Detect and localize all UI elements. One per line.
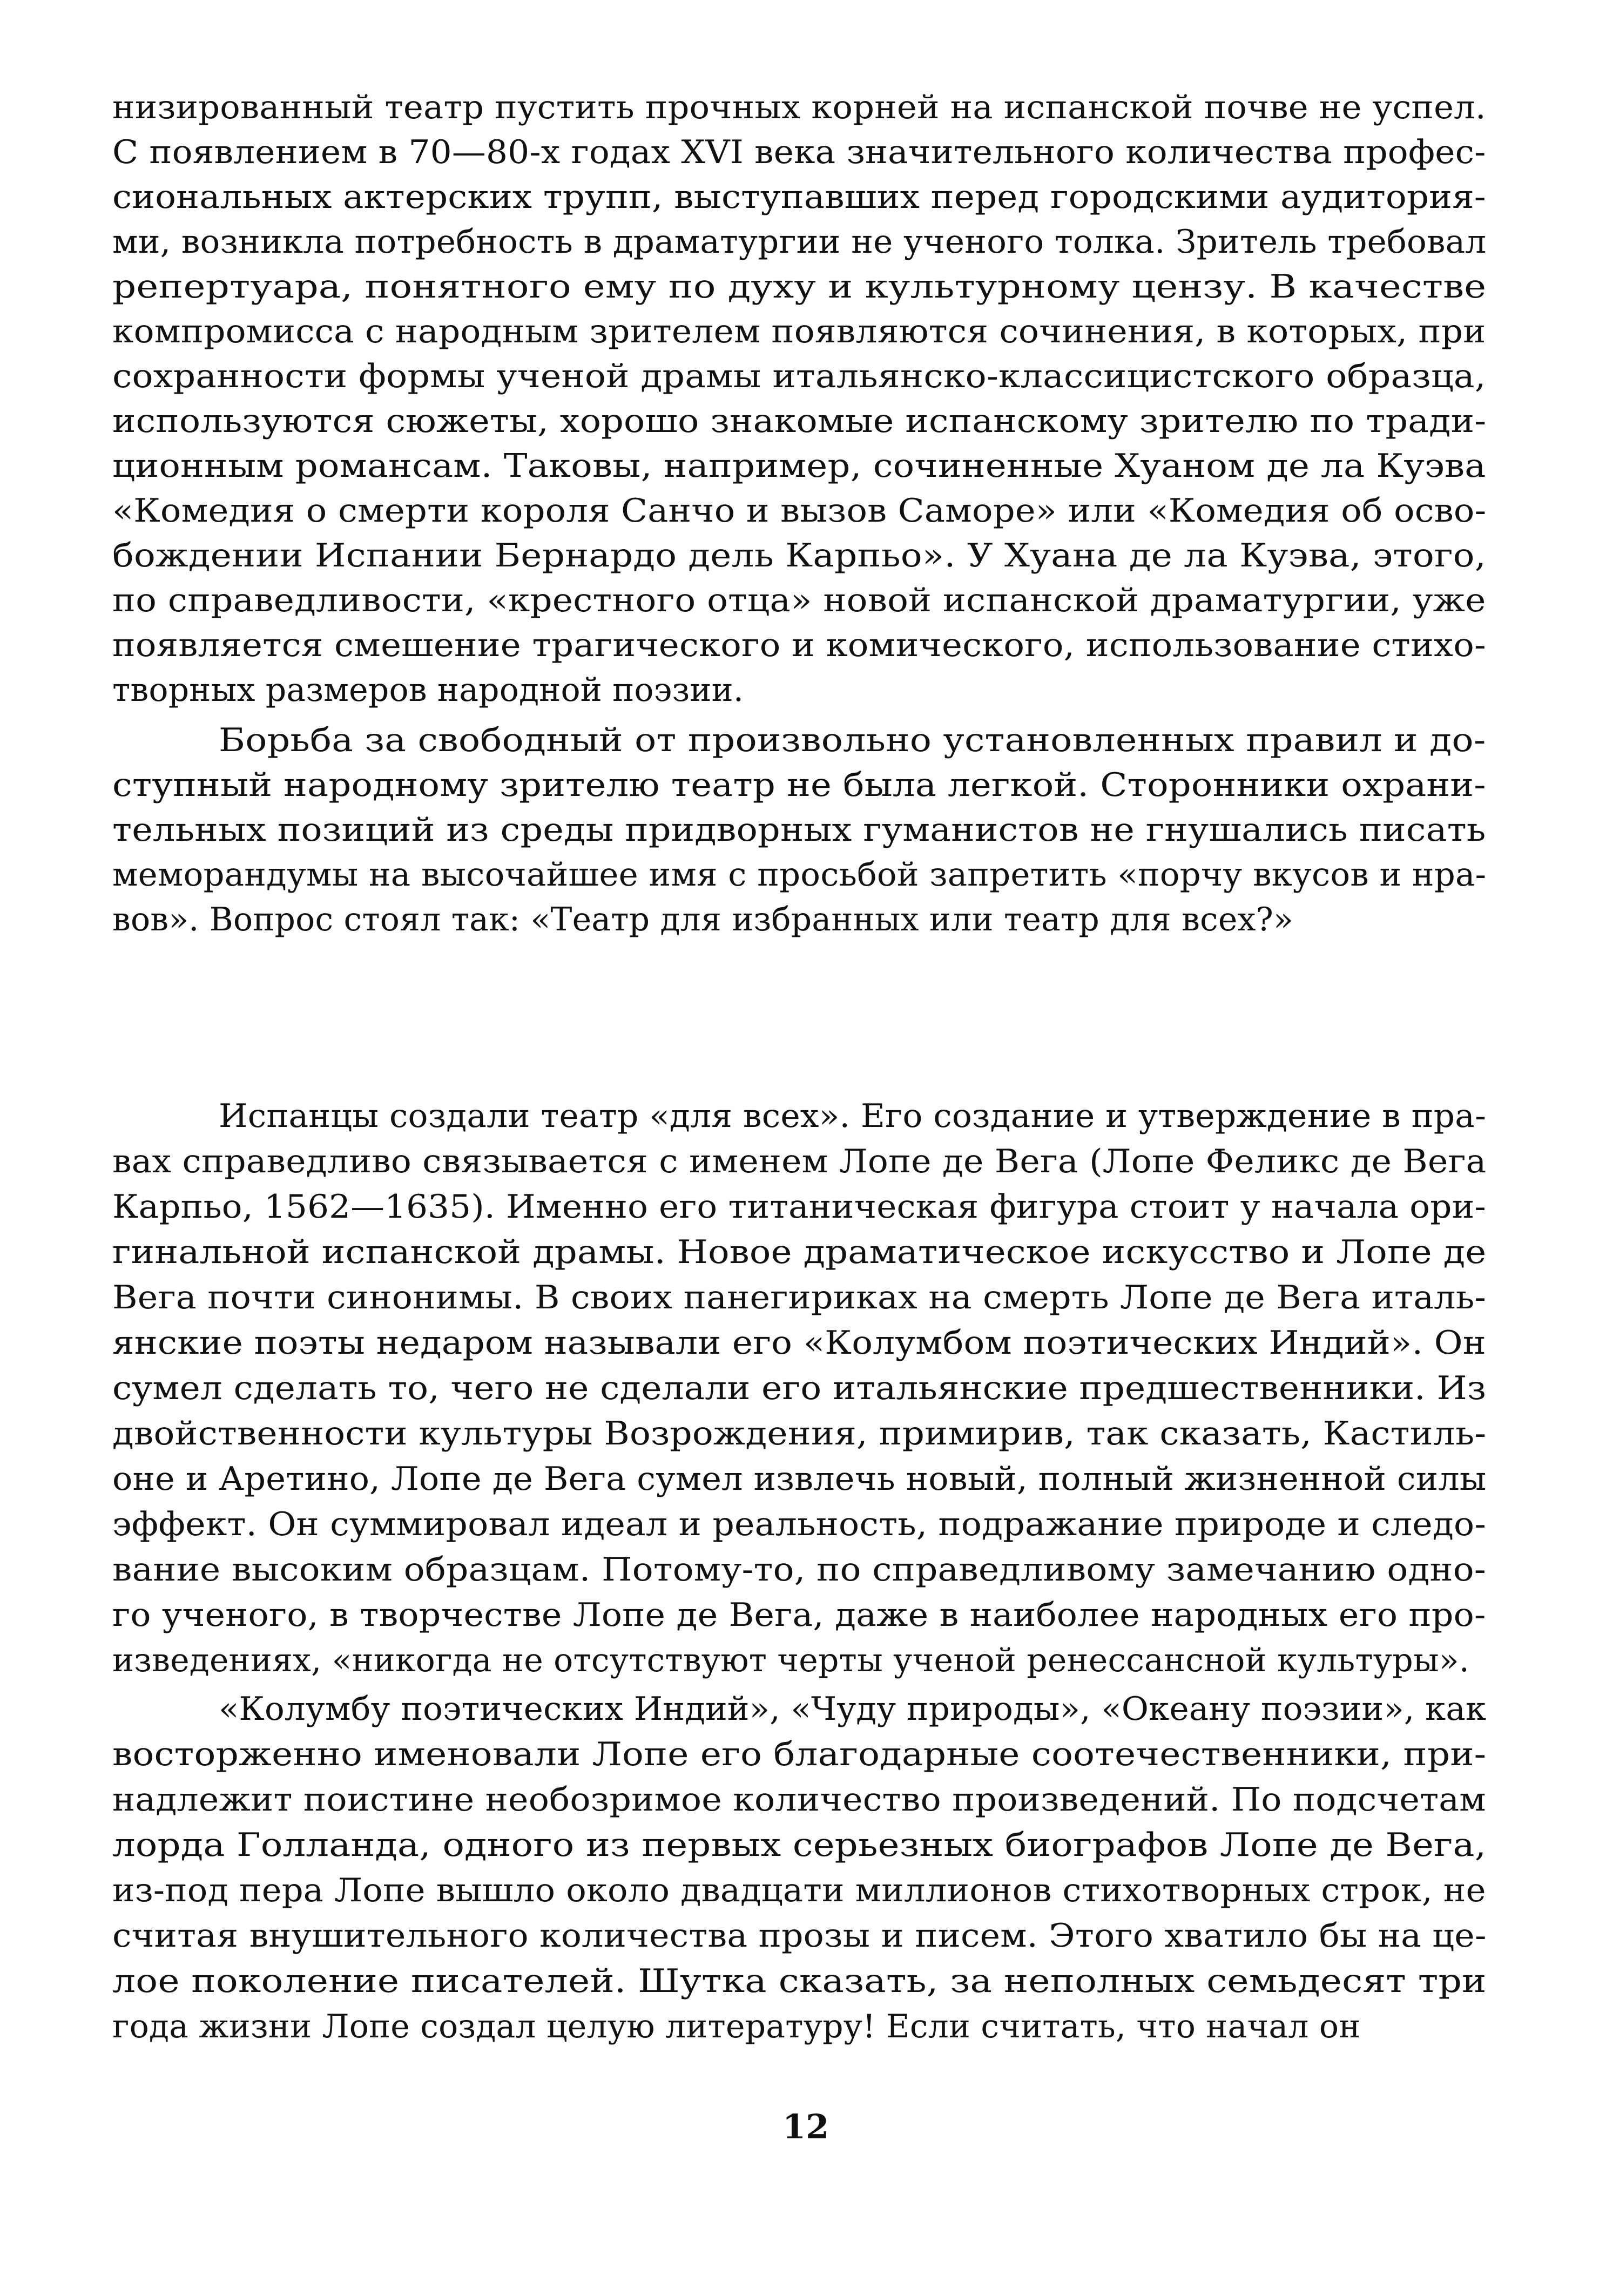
text-line: сиональных актерских трупп, выступавших перед городскими аудитория- [112, 178, 1486, 216]
text-line: года жизни Лопе создал целую литературу! Если считать, что начал он [112, 2008, 1361, 2045]
text-line: из-под пера Лопе вышло около двадцати миллионов стихотворных строк, не [112, 1872, 1486, 1909]
text-line: тельных позиций из среды придворных гуманистов не гнушались писать [112, 811, 1486, 849]
text-line: лорда Голланда, одного из первых серьезных биографов Лопе де Вега, [112, 1826, 1487, 1864]
text-line: «Комедия о смерти короля Санчо и вызов Саморе» или «Комедия об осво- [112, 492, 1487, 530]
page-number: 12 [782, 2107, 829, 2146]
text-line: бождении Испании Бернардо дель Карпьо». У Хуана де ла Куэва, этого, [112, 537, 1486, 575]
text-line: го ученого, в творчестве Лопе де Вега, даже в наиболее народных его про- [112, 1596, 1486, 1634]
text-line: надлежит поистине необозримое количество произведений. По подсчетам [112, 1781, 1486, 1819]
text-line: творных размеров народной поэзии. [112, 671, 744, 709]
text-line: оне и Аретино, Лопе де Вега сумел извлечь новый, полный жизненной силы [112, 1460, 1487, 1498]
text-line: Борьба за свободный от произвольно установленных правил и до- [219, 721, 1486, 759]
text-line: «Колумбу поэтических Индий», «Чуду природы», «Океану поэзии», как [219, 1690, 1487, 1728]
text-line: эффект. Он суммировал идеал и реальность, подражание природе и следо- [112, 1505, 1486, 1543]
text-line: сумел сделать то, чего не сделали его итальянские предшественники. Из [112, 1369, 1487, 1407]
text-line: ми, возникла потребность в драматургии не ученого толка. Зритель требовал [112, 223, 1487, 261]
text-line: изведениях, «никогда не отсутствуют черты ученой ренессансной культуры». [112, 1642, 1470, 1679]
text-line: вов». Вопрос стоял так: «Театр для избранных или театр для всех?» [112, 901, 1293, 938]
text-line: С появлением в 70—80-х годах XVI века значительного количества профес- [112, 133, 1486, 171]
text-line: восторженно именовали Лопе его благодарные соотечественники, при- [112, 1735, 1487, 1773]
text-line: появляется смешение трагического и комического, использование стихо- [112, 626, 1486, 664]
text-line: Вега почти синонимы. В своих панегириках на смерть Лопе де Вега италь- [112, 1279, 1487, 1316]
text-line: лое поколение писателей. Шутка сказать, за неполных семьдесят три [112, 1962, 1487, 2000]
text-line: по справедливости, «крестного отца» новой испанской драматургии, уже [112, 582, 1486, 619]
text-line: Испанцы создали театр «для всех». Его создание и утверждение в пра- [219, 1097, 1487, 1135]
text-line: Карпьо, 1562—1635). Именно его титаническая фигура стоит у начала ори- [112, 1188, 1486, 1226]
text-line: считая внушительного количества прозы и писем. Этого хватило бы на це- [112, 1917, 1487, 1955]
text-line: гинальной испанской драмы. Новое драматическое искусство и Лопе де [112, 1233, 1487, 1271]
text-line: ционным романсам. Таковы, например, сочиненные Хуаном де ла Куэва [112, 447, 1486, 485]
text-line: двойственности культуры Возрождения, примирив, так сказать, Кастиль- [112, 1415, 1487, 1453]
text-line: сохранности формы ученой драмы итальянско-классицистского образца, [112, 357, 1486, 395]
text-line: репертуара, понятного ему по духу и культурному цензу. В качестве [112, 268, 1487, 306]
text-line: низированный театр пустить прочных корней на испанской почве не успел. [112, 89, 1486, 126]
text-line: вание высоким образцам. Потому-то, по справедливому замечанию одно- [112, 1551, 1486, 1589]
text-line: меморандумы на высочайшее имя с просьбой запретить «порчу вкусов и нра- [112, 856, 1487, 894]
text-line: вах справедливо связывается с именем Лопе де Вега (Лопе Феликс де Вега [112, 1143, 1487, 1180]
text-line: янские поэты недаром называли его «Колумбом поэтических Индий». Он [112, 1324, 1486, 1362]
text-line: компромисса с народным зрителем появляются сочинения, в которых, при [112, 313, 1486, 350]
text-line: ступный народному зрителю театр не была легкой. Сторонники охрани- [112, 766, 1486, 804]
text-line: используются сюжеты, хорошо знакомые испанскому зрителю по тради- [112, 402, 1487, 440]
